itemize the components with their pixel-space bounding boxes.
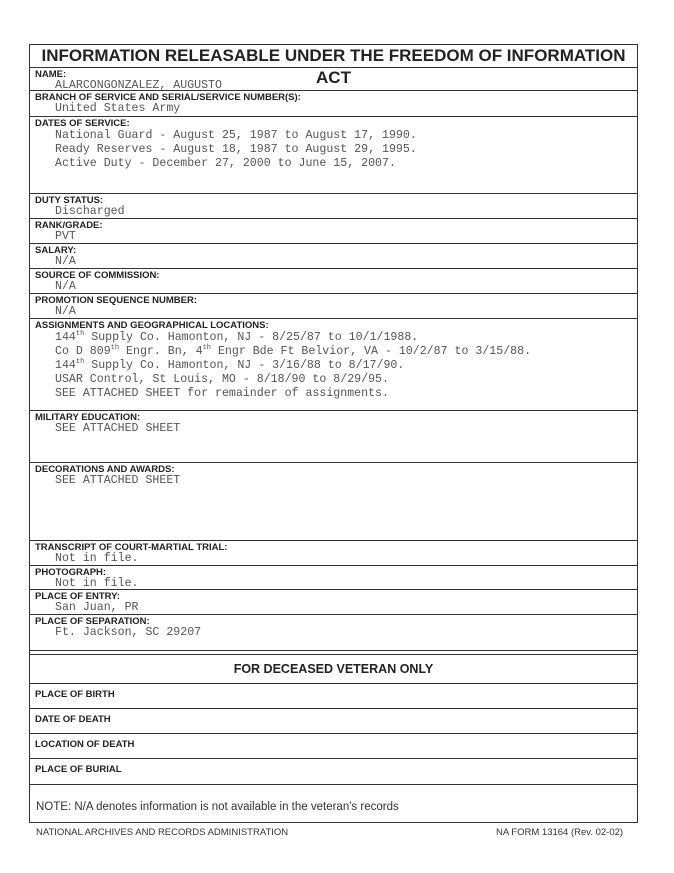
awards-label: DECORATIONS AND AWARDS:: [35, 464, 175, 475]
assignment-line: 144th Supply Co. Hamonton, NJ - 3/16/88 to 8/17/90.: [55, 358, 405, 372]
foia-form: [29, 44, 638, 823]
burial-section: [30, 759, 637, 785]
assignments-section: [30, 319, 637, 411]
dates-line-active-duty: Active Duty - December 27, 2000 to June 15, 2007.: [55, 157, 396, 170]
salary-section: [30, 244, 637, 269]
na-note: NOTE: N/A denotes information is not available in the veteran's records: [36, 801, 399, 813]
name-value: ALARCONGONZALEZ, AUGUSTO: [55, 79, 222, 92]
photograph-section: [30, 566, 637, 590]
separation-label: PLACE OF SEPARATION:: [35, 616, 150, 627]
dates-section: [30, 117, 637, 194]
death-date-label: DATE OF DEATH: [35, 714, 111, 725]
entry-label: PLACE OF ENTRY:: [35, 591, 120, 602]
awards-section: [30, 463, 637, 541]
branch-section: [30, 91, 637, 117]
transcript-value: Not in file.: [55, 552, 139, 565]
death-location-section: [30, 734, 637, 759]
photograph-label: PHOTOGRAPH:: [35, 567, 107, 578]
education-value: SEE ATTACHED SHEET: [55, 422, 181, 435]
form-title: INFORMATION RELEASABLE UNDER THE FREEDOM OF INFORMATION ACT: [30, 45, 637, 68]
promotion-label: PROMOTION SEQUENCE NUMBER:: [35, 295, 198, 306]
photograph-value: Not in file.: [55, 577, 139, 590]
duty-status-value: Discharged: [55, 205, 125, 218]
name-label: NAME:: [35, 69, 67, 80]
salary-value: N/A: [55, 255, 76, 268]
promotion-value: N/A: [55, 305, 76, 318]
rank-value: PVT: [55, 230, 76, 243]
branch-label: BRANCH OF SERVICE AND SERIAL/SERVICE NUMBER(S):: [35, 92, 301, 103]
branch-value: United States Army: [55, 102, 181, 115]
footer-agency: NATIONAL ARCHIVES AND RECORDS ADMINISTRATION: [36, 827, 289, 838]
commission-value: N/A: [55, 280, 76, 293]
assignment-line: Co D 809th Engr. Bn, 4th Engr Bde Ft Belvior, VA - 10/2/87 to 3/15/88.: [55, 344, 532, 358]
entry-section: [30, 590, 637, 615]
footer-form-number: NA FORM 13164 (Rev. 02-02): [496, 827, 624, 838]
assignment-line: 144th Supply Co. Hamonton, NJ - 8/25/87 to 10/1/1988.: [55, 330, 419, 344]
rank-section: [30, 219, 637, 244]
commission-label: SOURCE OF COMMISSION:: [35, 270, 160, 281]
name-section: [30, 68, 637, 91]
death-location-label: LOCATION OF DEATH: [35, 739, 135, 750]
birth-section: [30, 684, 637, 709]
rank-label: RANK/GRADE:: [35, 220, 103, 231]
duty-status-section: [30, 194, 637, 219]
entry-value: San Juan, PR: [55, 601, 139, 614]
transcript-section: [30, 541, 637, 566]
assignment-line: SEE ATTACHED SHEET for remainder of assignments.: [55, 387, 389, 400]
education-section: [30, 411, 637, 463]
death-date-section: [30, 709, 637, 734]
birth-label: PLACE OF BIRTH: [35, 689, 115, 700]
separation-section: [30, 615, 637, 651]
education-label: MILITARY EDUCATION:: [35, 412, 141, 423]
duty-status-label: DUTY STATUS:: [35, 195, 104, 206]
dates-line-national-guard: National Guard - August 25, 1987 to August 17, 1990.: [55, 129, 417, 142]
assignment-line: USAR Control, St Louis, MO - 8/18/90 to 8/29/95.: [55, 373, 389, 386]
separation-value: Ft. Jackson, SC 29207: [55, 626, 202, 639]
assignments-label: ASSIGNMENTS AND GEOGRAPHICAL LOCATIONS:: [35, 320, 269, 331]
deceased-heading: FOR DECEASED VETERAN ONLY: [30, 654, 637, 684]
dates-label: DATES OF SERVICE:: [35, 118, 130, 129]
awards-value: SEE ATTACHED SHEET: [55, 474, 181, 487]
promotion-section: [30, 294, 637, 319]
burial-label: PLACE OF BURIAL: [35, 764, 122, 775]
transcript-label: TRANSCRIPT OF COURT-MARTIAL TRIAL:: [35, 542, 228, 553]
salary-label: SALARY:: [35, 245, 77, 256]
commission-section: [30, 269, 637, 294]
dates-line-ready-reserves: Ready Reserves - August 18, 1987 to August 29, 1995.: [55, 143, 417, 156]
